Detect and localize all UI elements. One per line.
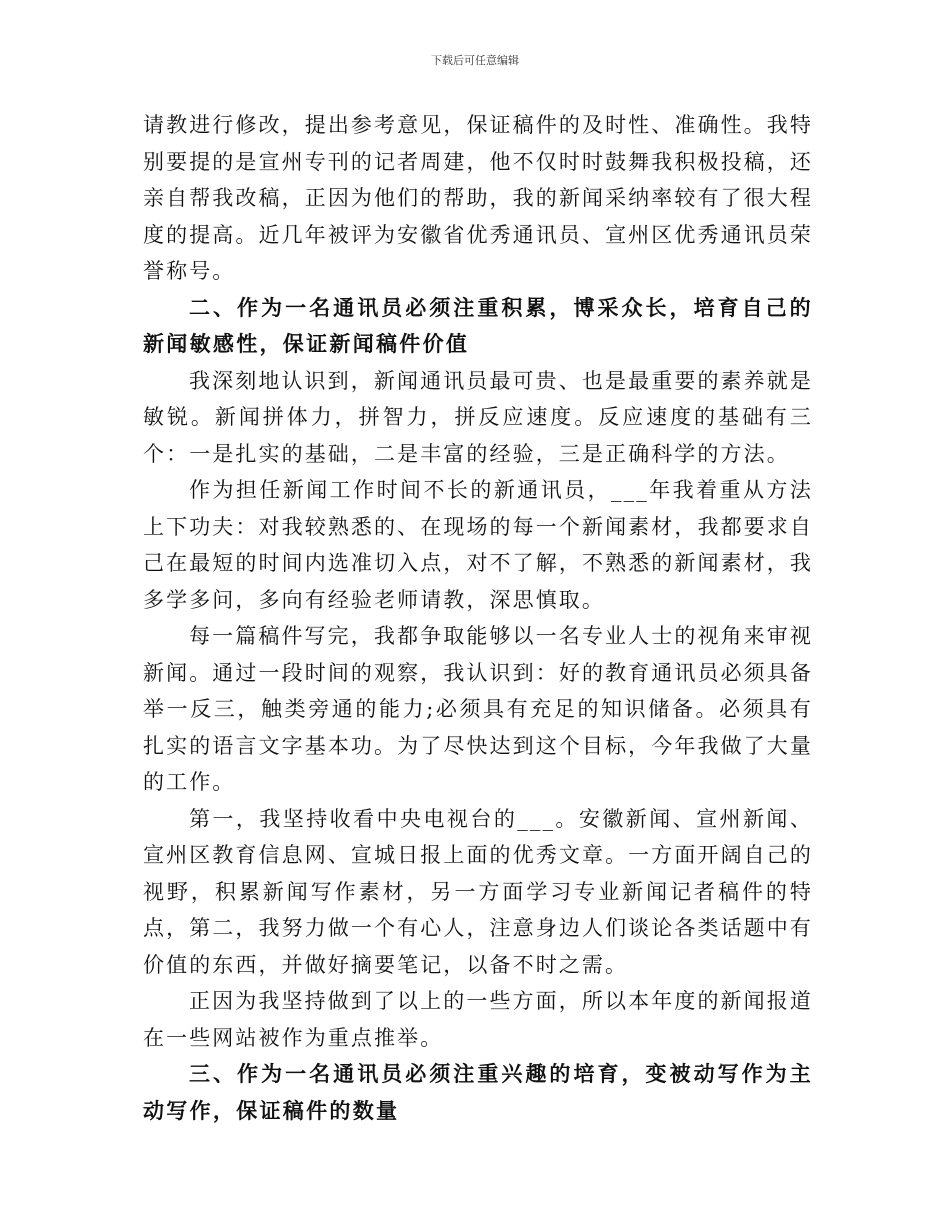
section-heading-2: 二、作为一名通讯员必须注重积累，博采众长，培育自己的新闻敏感性，保证新闻稿件价值 xyxy=(143,294,813,356)
page-header-note: 下载后可任意编辑 xyxy=(431,54,519,67)
paragraph-review: 每一篇稿件写完，我都争取能够以一名专业人士的视角来审视新闻。通过一段时间的观察，我认识到：好的教育通讯员必须具备举一反三，触类旁通的能力;必须具有充足的知识储备。必须具有扎实的语言文字基本功。为了尽快达到这个目标，今年我做了大量的工作。 xyxy=(143,624,813,794)
paragraph-result: 正因为我坚持做到了以上的一些方面，所以本年度的新闻报道在一些网站被作为重点推举。 xyxy=(143,989,813,1050)
paragraph-continuation: 请教进行修改，提出参考意见，保证稿件的及时性、准确性。我特别要提的是宣州专刊的记者周建，他不仅时时鼓舞我积极投稿，还亲自帮我改稿，正因为他们的帮助，我的新闻采纳率较有了很大程度的提高。近几年被评为安徽省优秀通讯员、宣州区优秀通讯员荣誉称号。 xyxy=(143,113,813,283)
section-heading-3: 三、作为一名通讯员必须注重兴趣的培育，变被动写作为主动写作，保证稿件的数量 xyxy=(143,1061,813,1123)
paragraph-sensitivity: 我深刻地认识到，新闻通讯员最可贵、也是最重要的素养就是敏锐。新闻拼体力，拼智力，拼反应速度。反应速度的基础有三个：一是扎实的基础，二是丰富的经验，三是正确科学的方法。 xyxy=(143,368,813,466)
paragraph-first-second: 第一，我坚持收看中央电视台的___。安徽新闻、宣州新闻、宣州区教育信息网、宣城日报上面的优秀文章。一方面开阔自己的视野，积累新闻写作素材，另一方面学习专业新闻记者稿件的特点，第二，我努力做一个有心人，注意身边人们谈论各类话题中有价值的东西，并做好摘要笔记，以备不时之需。 xyxy=(143,806,813,977)
paragraph-method: 作为担任新闻工作时间不长的新通讯员，___年我着重从方法上下功夫：对我较熟悉的、在现场的每一个新闻素材，我都要求自己在最短的时间内选准切入点，对不了解，不熟悉的新闻素材，我多学多问，多向有经验老师请教，深思慎取。 xyxy=(143,478,813,612)
document-body xyxy=(143,107,813,1129)
